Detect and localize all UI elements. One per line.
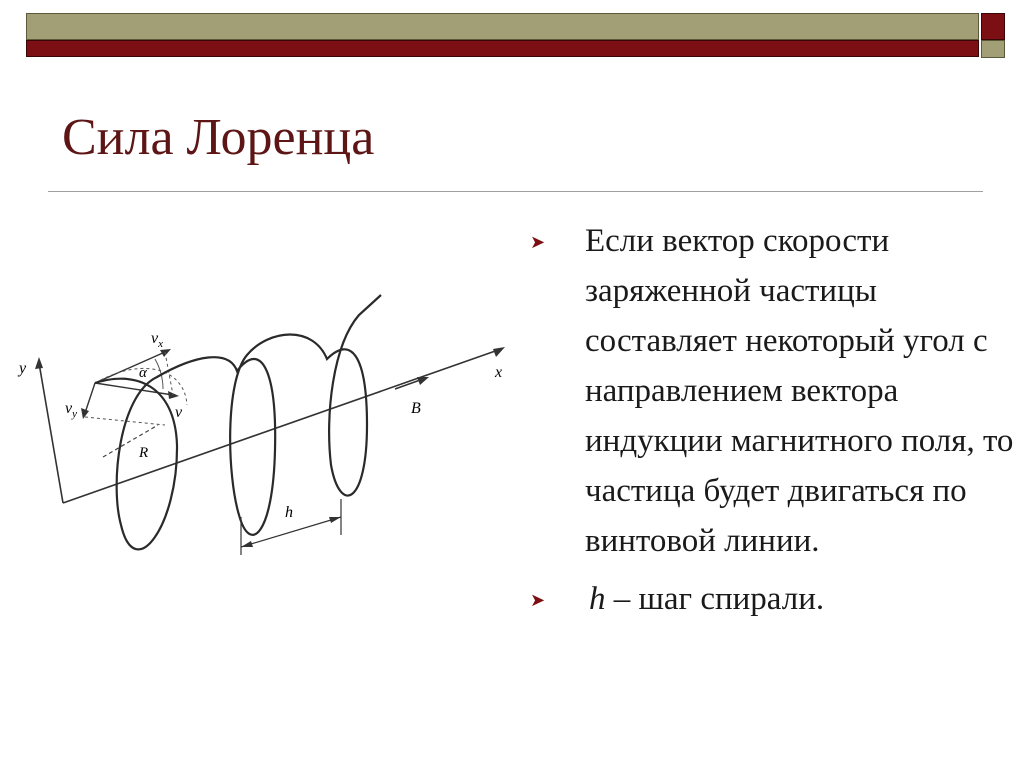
vx-label: $v_x$ bbox=[151, 330, 163, 350]
pitch-dimension-line bbox=[241, 517, 341, 547]
slide-title: Сила Лоренца bbox=[62, 109, 375, 166]
alpha-label: α bbox=[139, 365, 147, 381]
v-label: v bbox=[175, 404, 183, 421]
pitch-arrow-left bbox=[241, 541, 253, 547]
chevron-right-icon: ➤ bbox=[530, 232, 546, 253]
y-axis-label: y bbox=[19, 360, 27, 377]
y-axis-line bbox=[39, 363, 63, 503]
radius-line bbox=[103, 425, 158, 457]
v-vector-line bbox=[95, 383, 173, 395]
helix-diagram bbox=[15, 285, 510, 560]
helix-curve bbox=[95, 295, 381, 549]
bullet-text-2: – шаг спирали. bbox=[605, 581, 825, 617]
maroon-band bbox=[26, 40, 979, 57]
bullet-list bbox=[530, 216, 1015, 624]
vy-vector-line bbox=[85, 383, 95, 413]
b-label: B bbox=[411, 400, 421, 417]
b-vector-arrow bbox=[417, 377, 429, 385]
x-axis-arrow bbox=[493, 347, 505, 357]
bullet-text-1: Если вектор скорости заряженной частицы составляет некоторый угол с направлением вектора индукции магнитного поля, то частица будет двигаться по винтовой линии. bbox=[585, 223, 1014, 559]
bullet-item-1 bbox=[530, 216, 1015, 566]
y-axis-arrow bbox=[35, 357, 43, 369]
h-label: h bbox=[285, 504, 293, 521]
title-divider bbox=[48, 191, 983, 192]
pitch-arrow-right bbox=[329, 517, 341, 523]
chevron-right-icon: ➤ bbox=[530, 590, 546, 611]
header-bands bbox=[26, 13, 979, 57]
corner-square-olive bbox=[981, 40, 1005, 58]
vy-label: $v_y$ bbox=[65, 400, 77, 420]
olive-band bbox=[26, 13, 979, 40]
bullet-item-2 bbox=[530, 574, 1015, 624]
corner-square-maroon bbox=[981, 13, 1005, 40]
x-axis-label: x bbox=[495, 364, 503, 381]
h-variable: h bbox=[589, 581, 606, 617]
r-label: R bbox=[139, 445, 149, 461]
x-axis-line bbox=[63, 349, 501, 503]
v-vector-arrow bbox=[168, 391, 179, 399]
